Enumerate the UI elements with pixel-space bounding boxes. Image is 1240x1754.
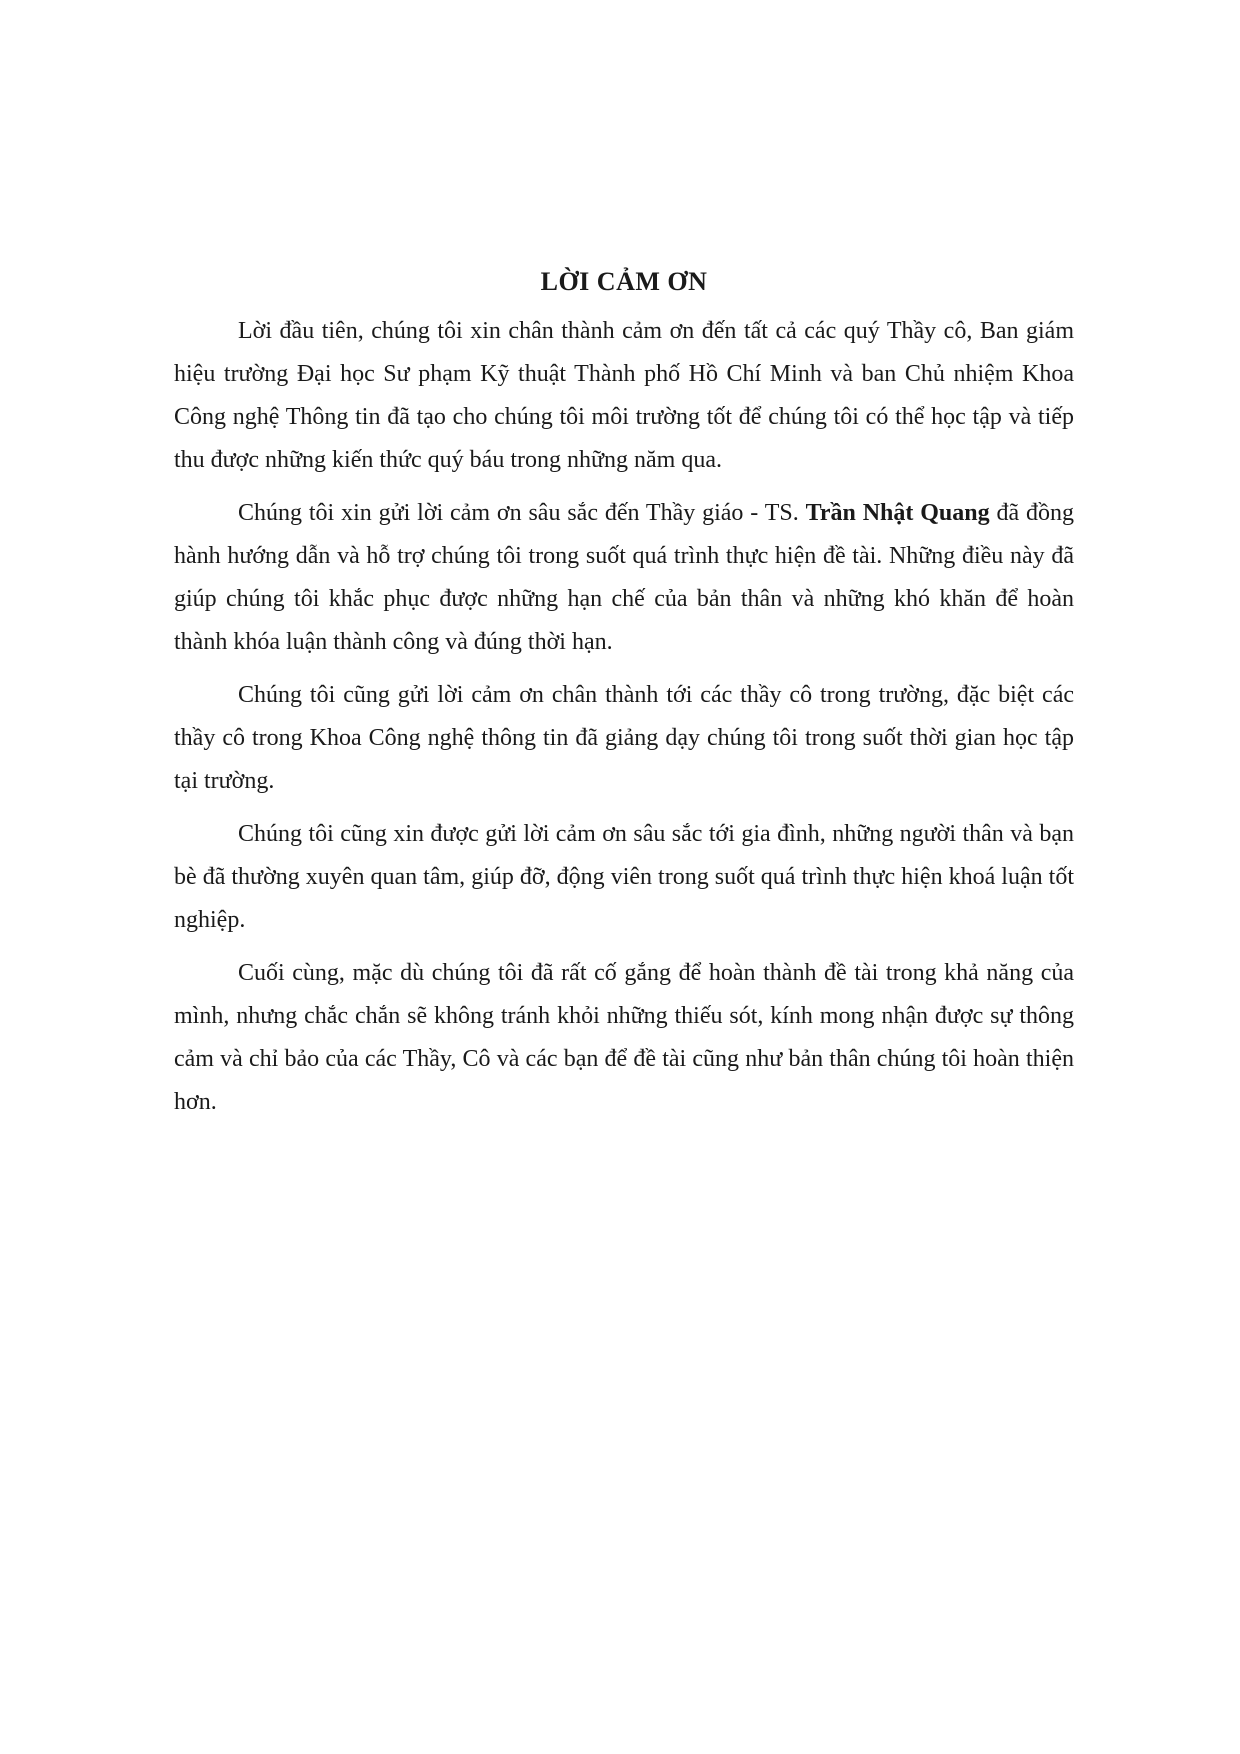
paragraph-5: Cuối cùng, mặc dù chúng tôi đã rất cố gắng để hoàn thành đề tài trong khả năng của mình, nhưng chắc chắn sẽ không tránh khỏi những thiếu sót, kính mong nhận được sự thông cảm và chỉ bảo của các Thầy, Cô và các bạn để đề tài cũng như bản thân chúng tôi hoàn thiện hơn.: [174, 960, 1074, 1115]
acknowledgement-section: [174, 263, 1074, 1134]
paragraph-2-text-before: Chúng tôi xin gửi lời cảm ơn sâu sắc đến Thầy giáo - TS.: [238, 500, 806, 526]
advisor-name: Trần Nhật Quang: [805, 500, 990, 526]
paragraph-4: Chúng tôi cũng xin được gửi lời cảm ơn sâu sắc tới gia đình, những người thân và bạn bè đã thường xuyên quan tâm, giúp đỡ, động viên trong suốt quá trình thực hiện khoá luận tốt nghiệp.: [174, 821, 1074, 933]
paragraph-2: [174, 492, 1074, 664]
paragraph-2-text-after: đã đồng hành hướng dẫn và hỗ trợ chúng tôi trong suốt quá trình thực hiện đề tài. Những điều này đã giúp chúng tôi khắc phục được những hạn chế của bản thân và những khó khăn để hoàn thành khóa luận thành công và đúng thời hạn.: [174, 500, 1074, 655]
page-title: LỜI CẢM ƠN: [540, 267, 708, 296]
paragraph-3: Chúng tôi cũng gửi lời cảm ơn chân thành tới các thầy cô trong trường, đặc biệt các thầy cô trong Khoa Công nghệ thông tin đã giảng dạy chúng tôi trong suốt thời gian học tập tại trường.: [174, 682, 1074, 794]
paragraph-1: Lời đầu tiên, chúng tôi xin chân thành cảm ơn đến tất cả các quý Thầy cô, Ban giám hiệu trường Đại học Sư phạm Kỹ thuật Thành phố Hồ Chí Minh và ban Chủ nhiệm Khoa Công nghệ Thông tin đã tạo cho chúng tôi môi trường tốt để chúng tôi có thể học tập và tiếp thu được những kiến thức quý báu trong những năm qua.: [174, 318, 1074, 473]
